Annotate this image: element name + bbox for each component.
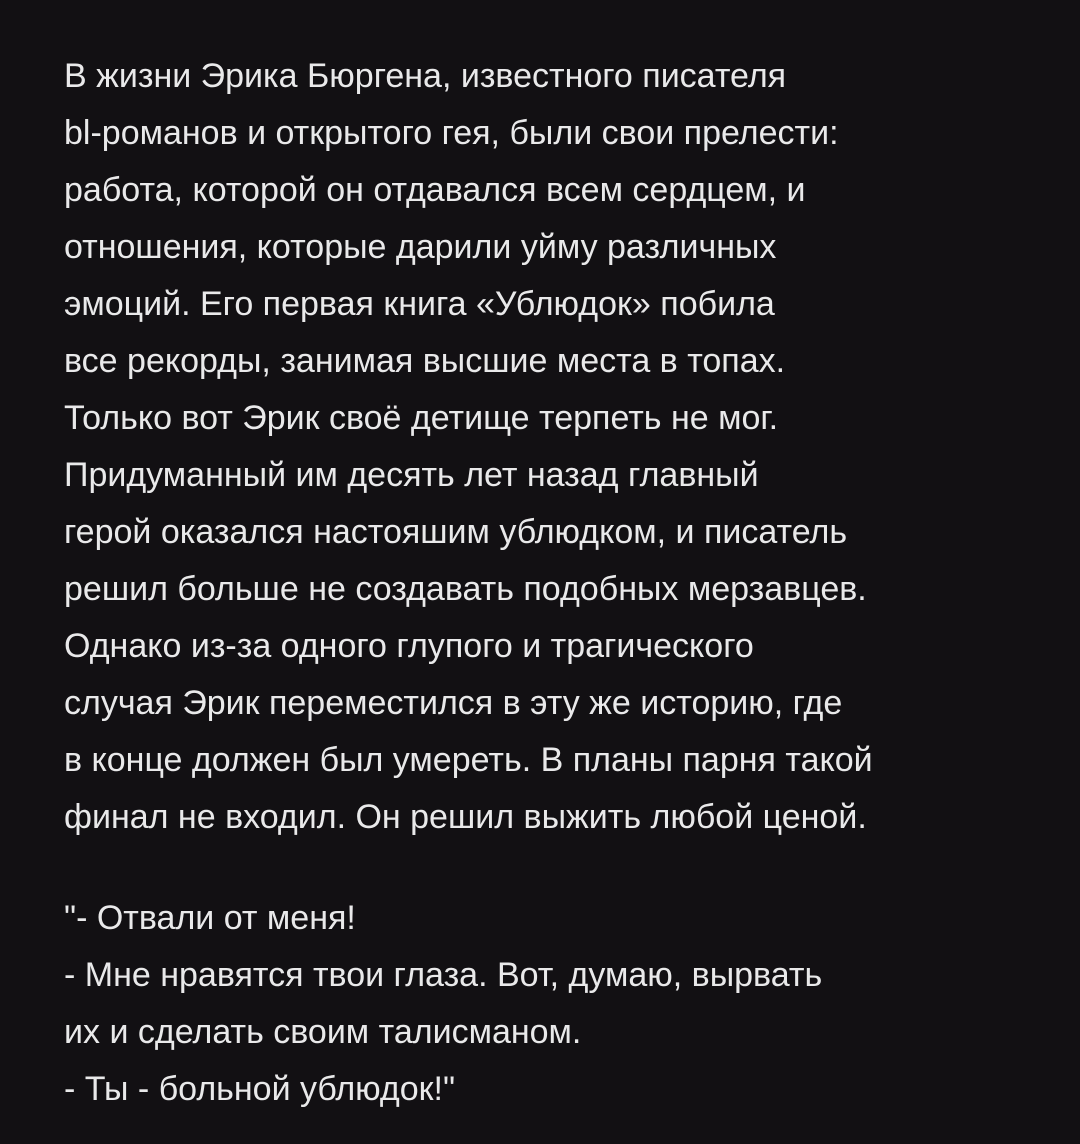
paragraph-line: Однако из-за одного глупого и трагического	[64, 627, 754, 665]
paragraph-line: герой оказался настояшим ублюдком, и писатель	[64, 513, 848, 551]
paragraph-line: решил больше не создавать подобных мерзавцев.	[64, 570, 867, 608]
paragraph-line: bl-романов и открытого гея, были свои прелести:	[64, 114, 839, 152]
quote-line: - Ты - больной ублюдок!"	[64, 1070, 456, 1108]
paragraph-line: В жизни Эрика Бюргена, известного писателя	[64, 57, 787, 95]
paragraph-line: Только вот Эрик своё детище терпеть не мог.	[64, 399, 779, 437]
paragraph-line: финал не входил. Он решил выжить любой ценой.	[64, 798, 867, 836]
quote-line: их и сделать своим талисманом.	[64, 1013, 582, 1051]
quote-line: "- Отвали от меня!	[64, 899, 356, 937]
paragraph-line: все рекорды, занимая высшие места в топах.	[64, 342, 786, 380]
paragraph-line: эмоций. Его первая книга «Ублюдок» побила	[64, 285, 775, 323]
quote-line: - Мне нравятся твои глаза. Вот, думаю, вырвать	[64, 956, 823, 994]
paragraph-line: Придуманный им десять лет назад главный	[64, 456, 759, 494]
paragraph-line: в конце должен был умереть. В планы парня такой	[64, 741, 873, 779]
paragraph-line: случая Эрик переместился в эту же историю, где	[64, 684, 843, 722]
paragraph-line: отношения, которые дарили уйму различных	[64, 228, 777, 266]
paragraph-line: работа, которой он отдавался всем сердцем, и	[64, 171, 806, 209]
